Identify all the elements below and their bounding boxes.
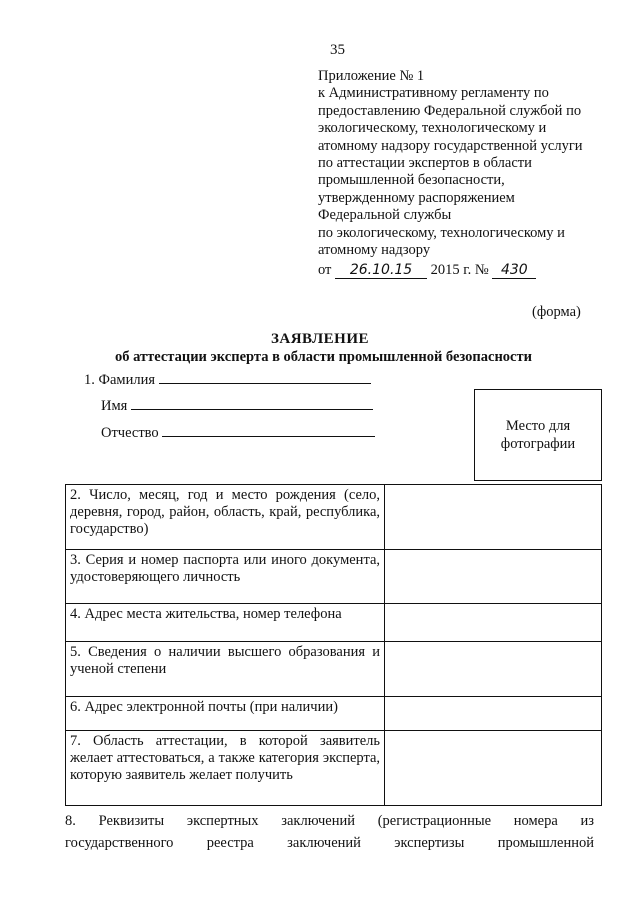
- document-subtitle: об аттестации эксперта в области промышленной безопасности: [115, 349, 532, 365]
- approval-date-line: [318, 262, 536, 279]
- table-row: [66, 642, 602, 697]
- handwritten-number: 430: [492, 262, 536, 279]
- form-label: (форма): [532, 304, 581, 320]
- photo-label: Место для фотографии: [500, 418, 576, 452]
- appendix-line: Приложение № 1: [318, 68, 425, 84]
- item-number: 1.: [84, 372, 95, 388]
- name-label: Имя: [101, 398, 128, 414]
- section-8-line: государственного реестра заключений экспертизы промышленной: [65, 835, 594, 851]
- appendix-header: [318, 68, 618, 259]
- row-label: 5. Сведения о наличии высшего образования и ученой степени: [66, 642, 385, 697]
- table-row: [66, 550, 602, 604]
- patronymic-field: [101, 425, 375, 442]
- table-row: [66, 697, 602, 731]
- answer-cell[interactable]: [385, 604, 602, 642]
- answer-cell[interactable]: [385, 485, 602, 550]
- document-title: ЗАЯВЛЕНИЕ: [270, 331, 370, 347]
- row-label: 2. Число, месяц, год и место рождения (село, деревня, город, район, область, край, республика, государство): [66, 485, 385, 550]
- name-field: [101, 398, 373, 415]
- appendix-line: атомному надзору: [318, 242, 431, 259]
- row-label: 4. Адрес места жительства, номер телефона: [66, 604, 385, 642]
- patronymic-label: Отчество: [101, 425, 159, 441]
- section-8: [65, 810, 594, 854]
- answer-cell[interactable]: [385, 550, 602, 604]
- photo-placeholder: [474, 389, 602, 481]
- row-label: 3. Серия и номер паспорта или иного документа, удостоверяющего личность: [66, 550, 385, 604]
- application-table: [65, 484, 602, 806]
- answer-cell[interactable]: [385, 731, 602, 806]
- appendix-line: утвержденному распоряжением: [318, 189, 515, 206]
- surname-field: [84, 372, 371, 389]
- row-label: 7. Область аттестации, в которой заявитель желает аттестоваться, а также категория эксперта, которую заявитель желает получить: [66, 731, 385, 806]
- surname-label: Фамилия: [98, 372, 155, 388]
- appendix-line: экологическому, технологическому и: [318, 120, 547, 137]
- table-row: [66, 731, 602, 806]
- appendix-line: атомному надзору государственной услуги: [318, 137, 583, 154]
- appendix-line: промышленной безопасности,: [318, 172, 505, 189]
- appendix-line: предоставлению Федеральной службой по: [318, 102, 582, 119]
- patronymic-input-line[interactable]: [162, 436, 375, 437]
- appendix-line: Федеральной службы: [318, 207, 452, 224]
- surname-input-line[interactable]: [159, 383, 371, 384]
- table-row: [66, 485, 602, 550]
- year-number-label: 2015 г. №: [430, 262, 489, 278]
- table-row: [66, 604, 602, 642]
- date-prefix: от: [318, 262, 332, 278]
- name-input-line[interactable]: [131, 409, 373, 410]
- page-number: 35: [330, 42, 345, 58]
- row-label: 6. Адрес электронной почты (при наличии): [66, 697, 385, 731]
- answer-cell[interactable]: [385, 697, 602, 731]
- appendix-line: по аттестации экспертов в области: [318, 155, 532, 172]
- answer-cell[interactable]: [385, 642, 602, 697]
- appendix-line: по экологическому, технологическому и: [318, 224, 565, 241]
- section-8-line: 8. Реквизиты экспертных заключений (регистрационные номера из: [65, 813, 594, 829]
- appendix-line: к Административному регламенту по: [318, 85, 549, 102]
- handwritten-date: 26.10.15: [335, 262, 427, 279]
